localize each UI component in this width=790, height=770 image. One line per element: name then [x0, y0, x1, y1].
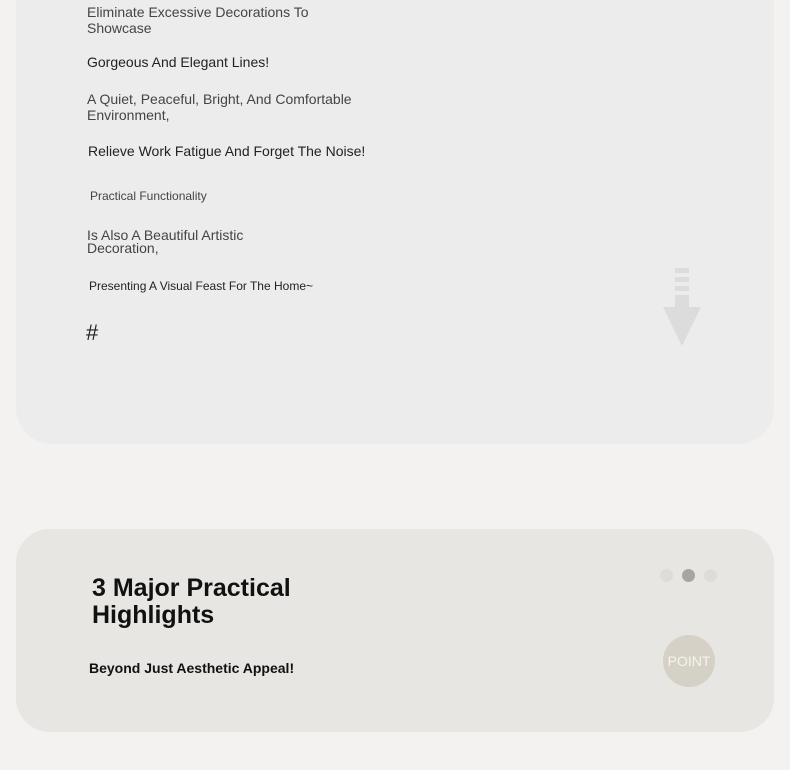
section-subtitle: Beyond Just Aesthetic Appeal! [89, 660, 295, 676]
text-line-4: Relieve Work Fatigue And Forget The Noise! [88, 143, 366, 159]
text-line-3: A Quiet, Peaceful, Bright, And Comfortable Environment, [87, 91, 352, 124]
text-line-5: Practical Functionality [90, 189, 207, 203]
highlights-card [16, 529, 774, 732]
carousel-dots [660, 569, 717, 582]
point-badge: POINT [663, 635, 715, 687]
text-line-1: Eliminate Excessive Decorations To Showcase [87, 4, 309, 37]
section-title: 3 Major Practical Highlights [92, 574, 291, 629]
carousel-dot-active[interactable] [682, 569, 695, 582]
text-line-7: Presenting A Visual Feast For The Home~ [89, 279, 314, 293]
arrow-down-icon [662, 268, 702, 348]
carousel-dot[interactable] [704, 569, 717, 582]
text-line-2: Gorgeous And Elegant Lines! [87, 54, 270, 70]
carousel-dot[interactable] [660, 569, 673, 582]
text-line-6: Is Also A Beautiful Artistic Decoration, [87, 227, 244, 256]
hash-mark: # [86, 320, 99, 345]
